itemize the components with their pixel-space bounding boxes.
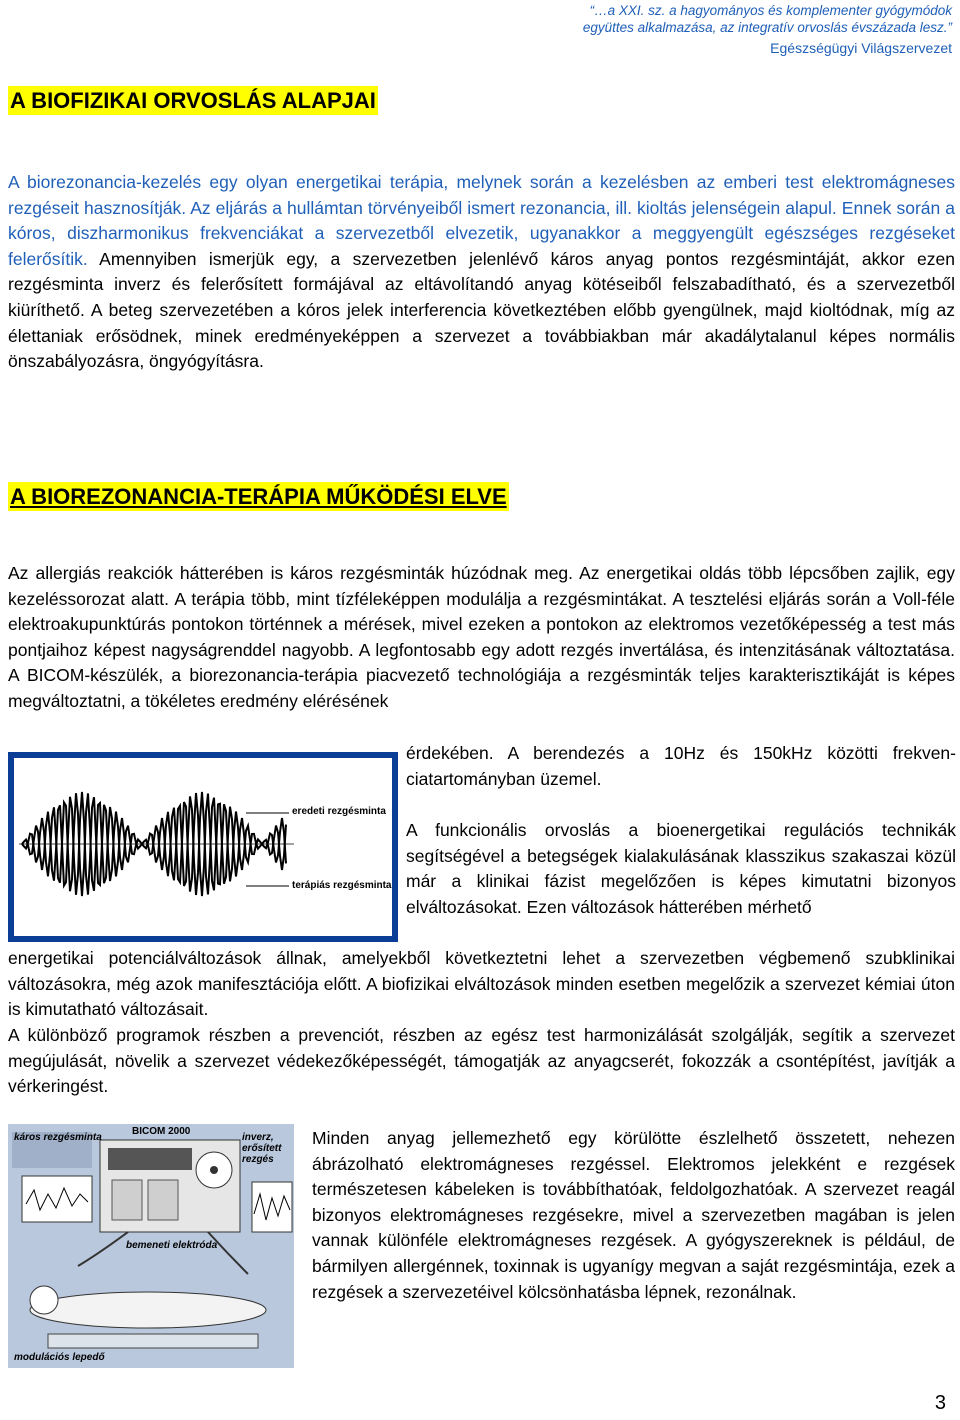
section2-paragraph-continued: energetikai potenciálváltozások állnak, amelyekből következtetni lehet a szervezetben végbemenő szubklinikai változásokra, még azok manifesztációja előtt. A biofizikai elváltozások minden esetben megelőzik a szervezet kémiai úton is kimutatható változásait. [8,948,955,1020]
header-quote-line1: “…a XXI. sz. a hagyományos és komplementer gyógymódok [589,3,952,18]
section2-side-text-3: Minden anyag jellemezhető egy körülötte észlelhető összetett, nehezen ábrázolható elektromágneses rezgéssel. Elektromos jelekként e rezgések természetesen kábeleken is továbbíthatóak, feldolgozhatóak. A szervezet reagál bizonyos elektromágneses rezgésekre, mivel a szervezetben magában is jelen vannak különféle elektromágneses rezgések. A gyógyszereknek is például, de bármilyen allergénnek, toxinnak is ugyanígy megvan a saját rezgésmintája, ezek a rezgések a szervezetéivel kölcsönhatásba lépnek, rezonálnak. [312,1128,955,1302]
section1-title: A BIOFIZIKAI ORVOSLÁS ALAPJAI [10,88,376,113]
header-organization: Egészségügyi Világszervezet [770,40,952,56]
label-original-waveform: eredeti rezgésminta [292,806,386,817]
label-therapy-waveform: terápiás rezgésminta [292,880,392,891]
section1-paragraph [8,170,955,375]
header-quote-line2: együttes alkalmazása, az integratív orvoslás évszázada lesz.” [582,20,952,35]
label-device-name: BICOM 2000 [132,1126,191,1137]
page-number: 3 [934,1392,946,1414]
label-harmful-pattern: káros rezgésminta [14,1132,102,1143]
label-modulation-sheet: modulációs lepedő [14,1352,105,1363]
label-inverse-pattern: inverz, erősített rezgés [242,1132,282,1165]
label-input-electrode: bemeneti elektróda [126,1240,218,1251]
section2-paragraph-2: A különböző programok részben a prevenciót, részben az egész test harmonizálását szolgálják, segítik a szervezet megújulását, növelik a szervezet védekezőképességét, támogatják az anyagcserét, fokozzák a csontépítést, javítják a vérkeringést. [8,1025,955,1097]
section1-paragraph-blue: A biorezonancia-kezelés egy olyan energetikai terápia, melynek során a kezelésben az emberi test elektromágneses rezgéseit hasznosítják. Az eljárás a hullámtan törvényeiből ismert rezonancia, ill. kioltás jelenségein alapul. Ennek során a kóros, diszharmonikus frekvenciákat a szervezetből elvezetik, ugyanakkor a meggyengült egészséges rezgéseket felerősítik. [8,172,955,269]
bicom-device-figure [8,1124,294,1368]
waveform-figure [8,752,398,942]
section2-paragraph: Az allergiás reakciók hátterében is káros rezgésminták húzódnak meg. Az energetikai oldás több lépcsőben zajlik, egy kezeléssorozat alatt. A terápia több, mint tízféleképpen modulálja a rezgésmintákat. A tesztelési eljárás során a Voll-féle elektroakupunktúrás pontokon történnek a mérések, mivel ezeken a pontokon az elektromos vezetőképesség a test más pontjaihoz képest nagyságrenddel nagyobb. A legfontosabb egy adott rezgés invertálása, és intenzitásának változtatása. A BICOM-készülék, a biorezonancia-terápia piacvezető technológiája a rezgésminták teljes karakterisztikáját is képes megváltoztatni, a tökéletes eredmény elérésének [8,563,955,711]
header-quote [583,2,952,57]
section2-title: A BIOREZONANCIA-TERÁPIA MŰKÖDÉSI ELVE [10,484,507,509]
section2-side-text-1: érdekében. A berendezés a 10Hz és 150kHz közötti frekven-ciatartományban üzemel. [406,743,956,789]
section2-side-text-2: A funkcionális orvoslás a bioenergetikai regulációs technikák segítségével a betegségek kialakulásának klasszikus szakaszai közül már a klinikai fázist megelőzően is képes kimutatni bizonyos elváltozásokat. Ezen változások hátterében mérhető [406,820,956,917]
section1-paragraph-black: Amennyiben ismerjük egy, a szervezetben jelenlévő káros anyag pontos rezgésmintáját, akkor ezen rezgésminta inverz és felerősített formájával az eltávolítandó anyag kötéseiből felszabadítható, és a szervezetből kiüríthető. A beteg szervezetében a kóros jelek interferencia következtében előbb gyengülnek, majd kioltódnak, míg az élettaniak erősödnek, minek eredményeképpen a szervezet a továbbiakban már akadálytalanul képes normális önszabályozásra, öngyógyításra. [8,248,955,372]
waveform-graphic [14,758,392,936]
